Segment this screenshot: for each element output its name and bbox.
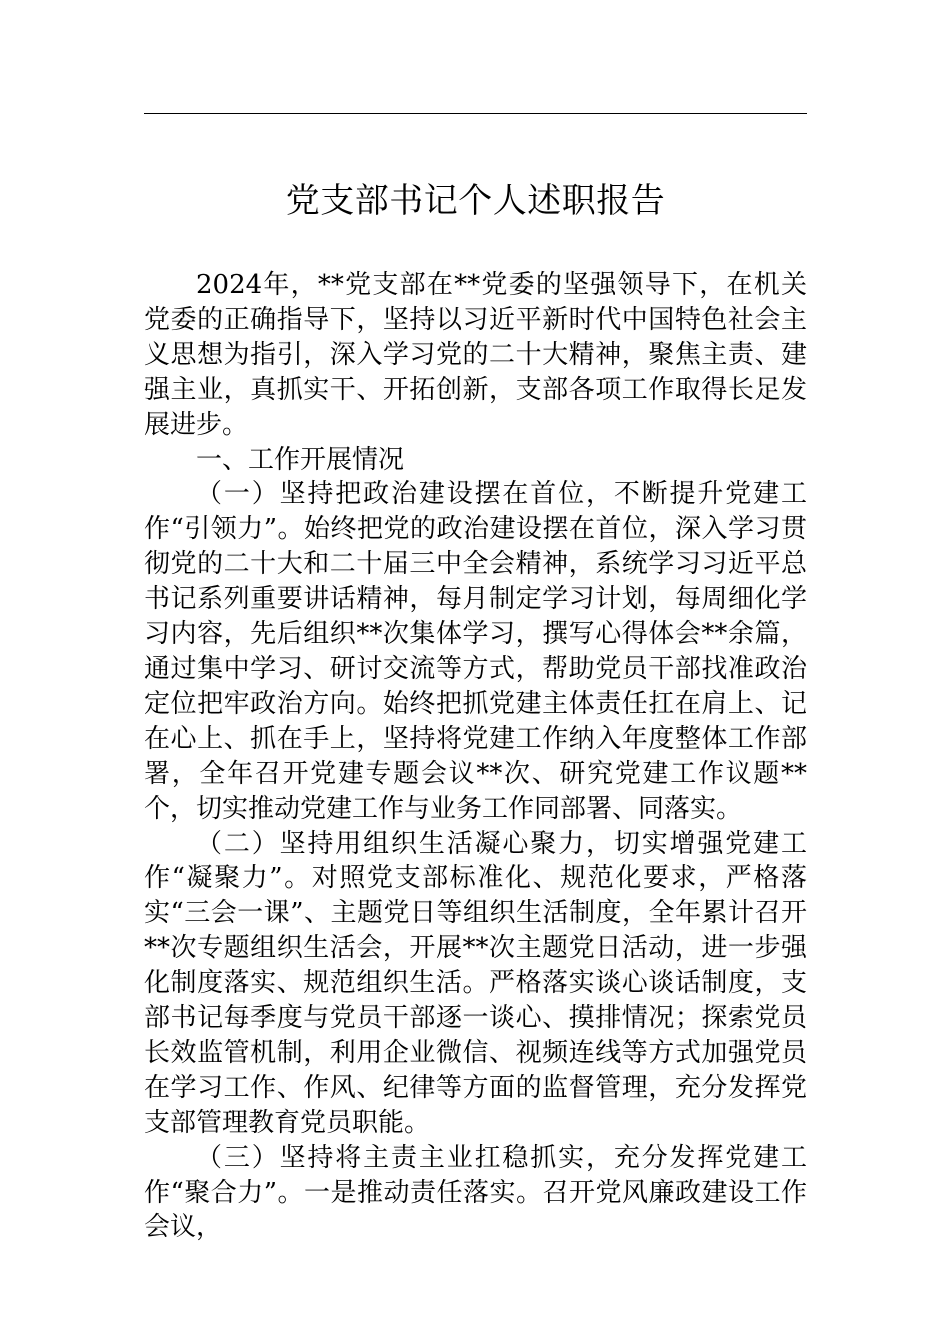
header-rule — [144, 113, 807, 114]
subsection-political-building: （一）坚持把政治建设摆在首位，不断提升党建工作“引领力”。始终把党的政治建设摆在首位，深入学习贯彻党的二十大和二十届三中全会精神，系统学习习近平总书记系列重要讲话精神，每月制定学习计划，每周细化学习内容，先后组织**次集体学习，撰写心得体会**余篇，通过集中学习、研讨交流等方式，帮助党员干部找准政治定位把牢政治方向。始终把抓党建主体责任扛在肩上、记在心上、抓在手上，坚持将党建工作纳入年度整体工作部署，全年召开党建专题会议**次、研究党建工作议题**个，切实推动党建工作与业务工作同部署、同落实。 — [144, 479, 807, 824]
section-heading-work-status: 一、工作开展情况 — [196, 444, 405, 475]
subsection-main-responsibility: （三）坚持将主责主业扛稳抓实，充分发挥党建工作“聚合力”。一是推动责任落实。召开党风廉政建设工作会议， — [144, 1142, 807, 1243]
intro-paragraph: 2024年，**党支部在**党委的坚强领导下，在机关党委的正确指导下，坚持以习近平新时代中国特色社会主义思想为指引，深入学习党的二十大精神，聚焦主责、建强主业，真抓实干、开拓创新，支部各项工作取得长足发展进步。 — [144, 270, 807, 440]
document-body — [144, 268, 807, 1245]
document-title: 党支部书记个人述职报告 — [285, 181, 666, 221]
subsection-organizational-life: （二）坚持用组织生活凝心聚力，切实增强党建工作“凝聚力”。对照党支部标准化、规范化要求，严格落实“三会一课”、主题党日等组织生活制度，全年累计召开**次专题组织生活会，开展**次主题党日活动，进一步强化制度落实、规范组织生活。严格落实谈心谈话制度，支部书记每季度与党员干部逐一谈心、摸排情况；探索党员长效监管机制，利用企业微信、视频连线等方式加强党员在学习工作、作风、纪律等方面的监督管理，充分发挥党支部管理教育党员职能。 — [144, 828, 807, 1138]
